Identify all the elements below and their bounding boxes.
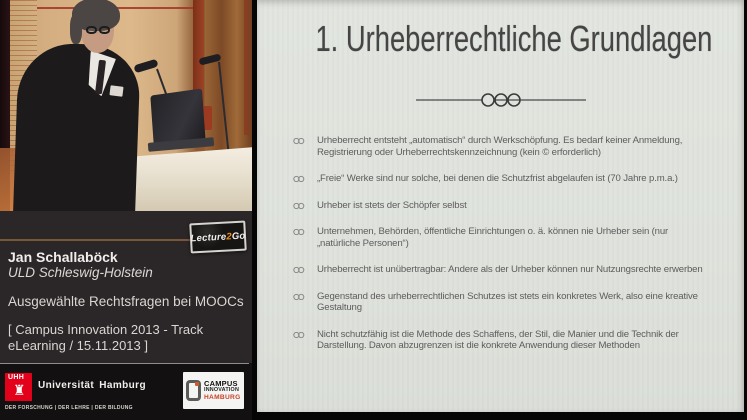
bullet-text: Urheberrecht ist unübertragbar: Andere als der Urheber können nur Nutzungsrechte erwerben bbox=[317, 264, 703, 275]
speaker-video bbox=[0, 0, 252, 211]
speaker-name: Jan Schallaböck bbox=[8, 249, 118, 265]
speaker-glasses-right bbox=[99, 26, 110, 34]
campus-innovation-icon bbox=[186, 380, 201, 401]
bullet-text: Gegenstand des urheberrechtlichen Schutzes ist stets ein konkretes Werk, also eine kreative Gestaltung bbox=[317, 290, 698, 313]
slide-bullet-list bbox=[293, 135, 705, 352]
uhh-name: Universität Hamburg bbox=[38, 380, 146, 391]
campus-line1: CAMPUS bbox=[204, 378, 238, 388]
bullet-item bbox=[293, 200, 705, 212]
chain-link-bullet-icon bbox=[293, 331, 305, 339]
slide-title: 1. Urheberrechtliche Grundlagen bbox=[315, 18, 713, 59]
chain-link-bullet-icon bbox=[293, 266, 305, 274]
uhh-logo-abbr: UHH bbox=[8, 374, 25, 381]
uhh-logo bbox=[5, 373, 32, 401]
talk-title: Ausgewählte Rechtsfragen bei MOOCs bbox=[8, 294, 244, 309]
speaker-organization: ULD Schleswig-Holstein bbox=[8, 265, 153, 280]
bullet-item bbox=[293, 264, 705, 276]
bullet-item bbox=[293, 135, 705, 158]
microphone-left bbox=[133, 59, 158, 74]
campus-innovation-logo bbox=[183, 372, 244, 409]
chain-ornament-icon bbox=[416, 91, 586, 109]
uhh-motto: DER FORSCHUNG | DER LEHRE | DER BILDUNG bbox=[5, 405, 133, 411]
wall-red-line bbox=[37, 7, 203, 9]
bullet-text: Urheberrecht entsteht „automatisch“ durch Werkschöpfung. Es bedarf keiner Anmeldung, Registrierung oder Urheberrechtskennzeichnung (kein © erforderlich) bbox=[317, 135, 683, 158]
wood-red-edge bbox=[244, 0, 249, 135]
logo-footer bbox=[0, 363, 252, 420]
campus-line2: INNOVATION bbox=[204, 387, 240, 394]
chain-link-bullet-icon bbox=[293, 228, 305, 236]
slide-ornament-divider bbox=[257, 91, 744, 109]
campus-innovation-text bbox=[204, 380, 241, 402]
campus-line3: HAMBURG bbox=[204, 393, 241, 401]
chain-link-bullet-icon bbox=[293, 175, 305, 183]
bullet-text: Unternehmen, Behörden, öffentliche Einrichtungen o. ä. können nie Urheber sein (nur „natürliche Personen“) bbox=[317, 226, 669, 249]
slide-view bbox=[257, 0, 744, 412]
chain-link-bullet-icon bbox=[293, 293, 305, 301]
bullet-text: Nicht schutzfähig ist die Methode des Schaffens, der Stil, die Manier und die Technik der Darstellung. Davon abzugrenzen ist die konkrete Anwendung dieser Methoden bbox=[317, 328, 679, 351]
campus-innovation-icon-dot bbox=[195, 382, 199, 386]
speaker-hair-side bbox=[70, 14, 82, 44]
bullet-text: „Freie“ Werke sind nur solche, bei denen die Schutzfrist abgelaufen ist (70 Jahre p.m.a.) bbox=[317, 173, 678, 184]
bullet-item bbox=[293, 173, 705, 185]
event-info: [ Campus Innovation 2013 - Track eLearning / 15.11.2013 ] bbox=[8, 322, 204, 353]
lecture2go-logo-text: Lecture2Go bbox=[190, 230, 246, 244]
bullet-item bbox=[293, 291, 705, 314]
speaker-info-text bbox=[8, 249, 248, 353]
speaker-name-badge bbox=[109, 85, 123, 97]
info-divider-line bbox=[0, 239, 190, 241]
bullet-item bbox=[293, 226, 705, 249]
uhh-tower-icon: ♜ bbox=[13, 382, 26, 398]
chain-link-bullet-icon bbox=[293, 202, 305, 210]
chain-link-bullet-icon bbox=[293, 137, 305, 145]
speaker-glasses-left bbox=[86, 26, 97, 34]
bullet-item bbox=[293, 329, 705, 352]
speaker-info-panel bbox=[0, 211, 252, 420]
bullet-text: Urheber ist stets der Schöpfer selbst bbox=[317, 199, 467, 211]
footer-divider-line bbox=[0, 363, 249, 364]
